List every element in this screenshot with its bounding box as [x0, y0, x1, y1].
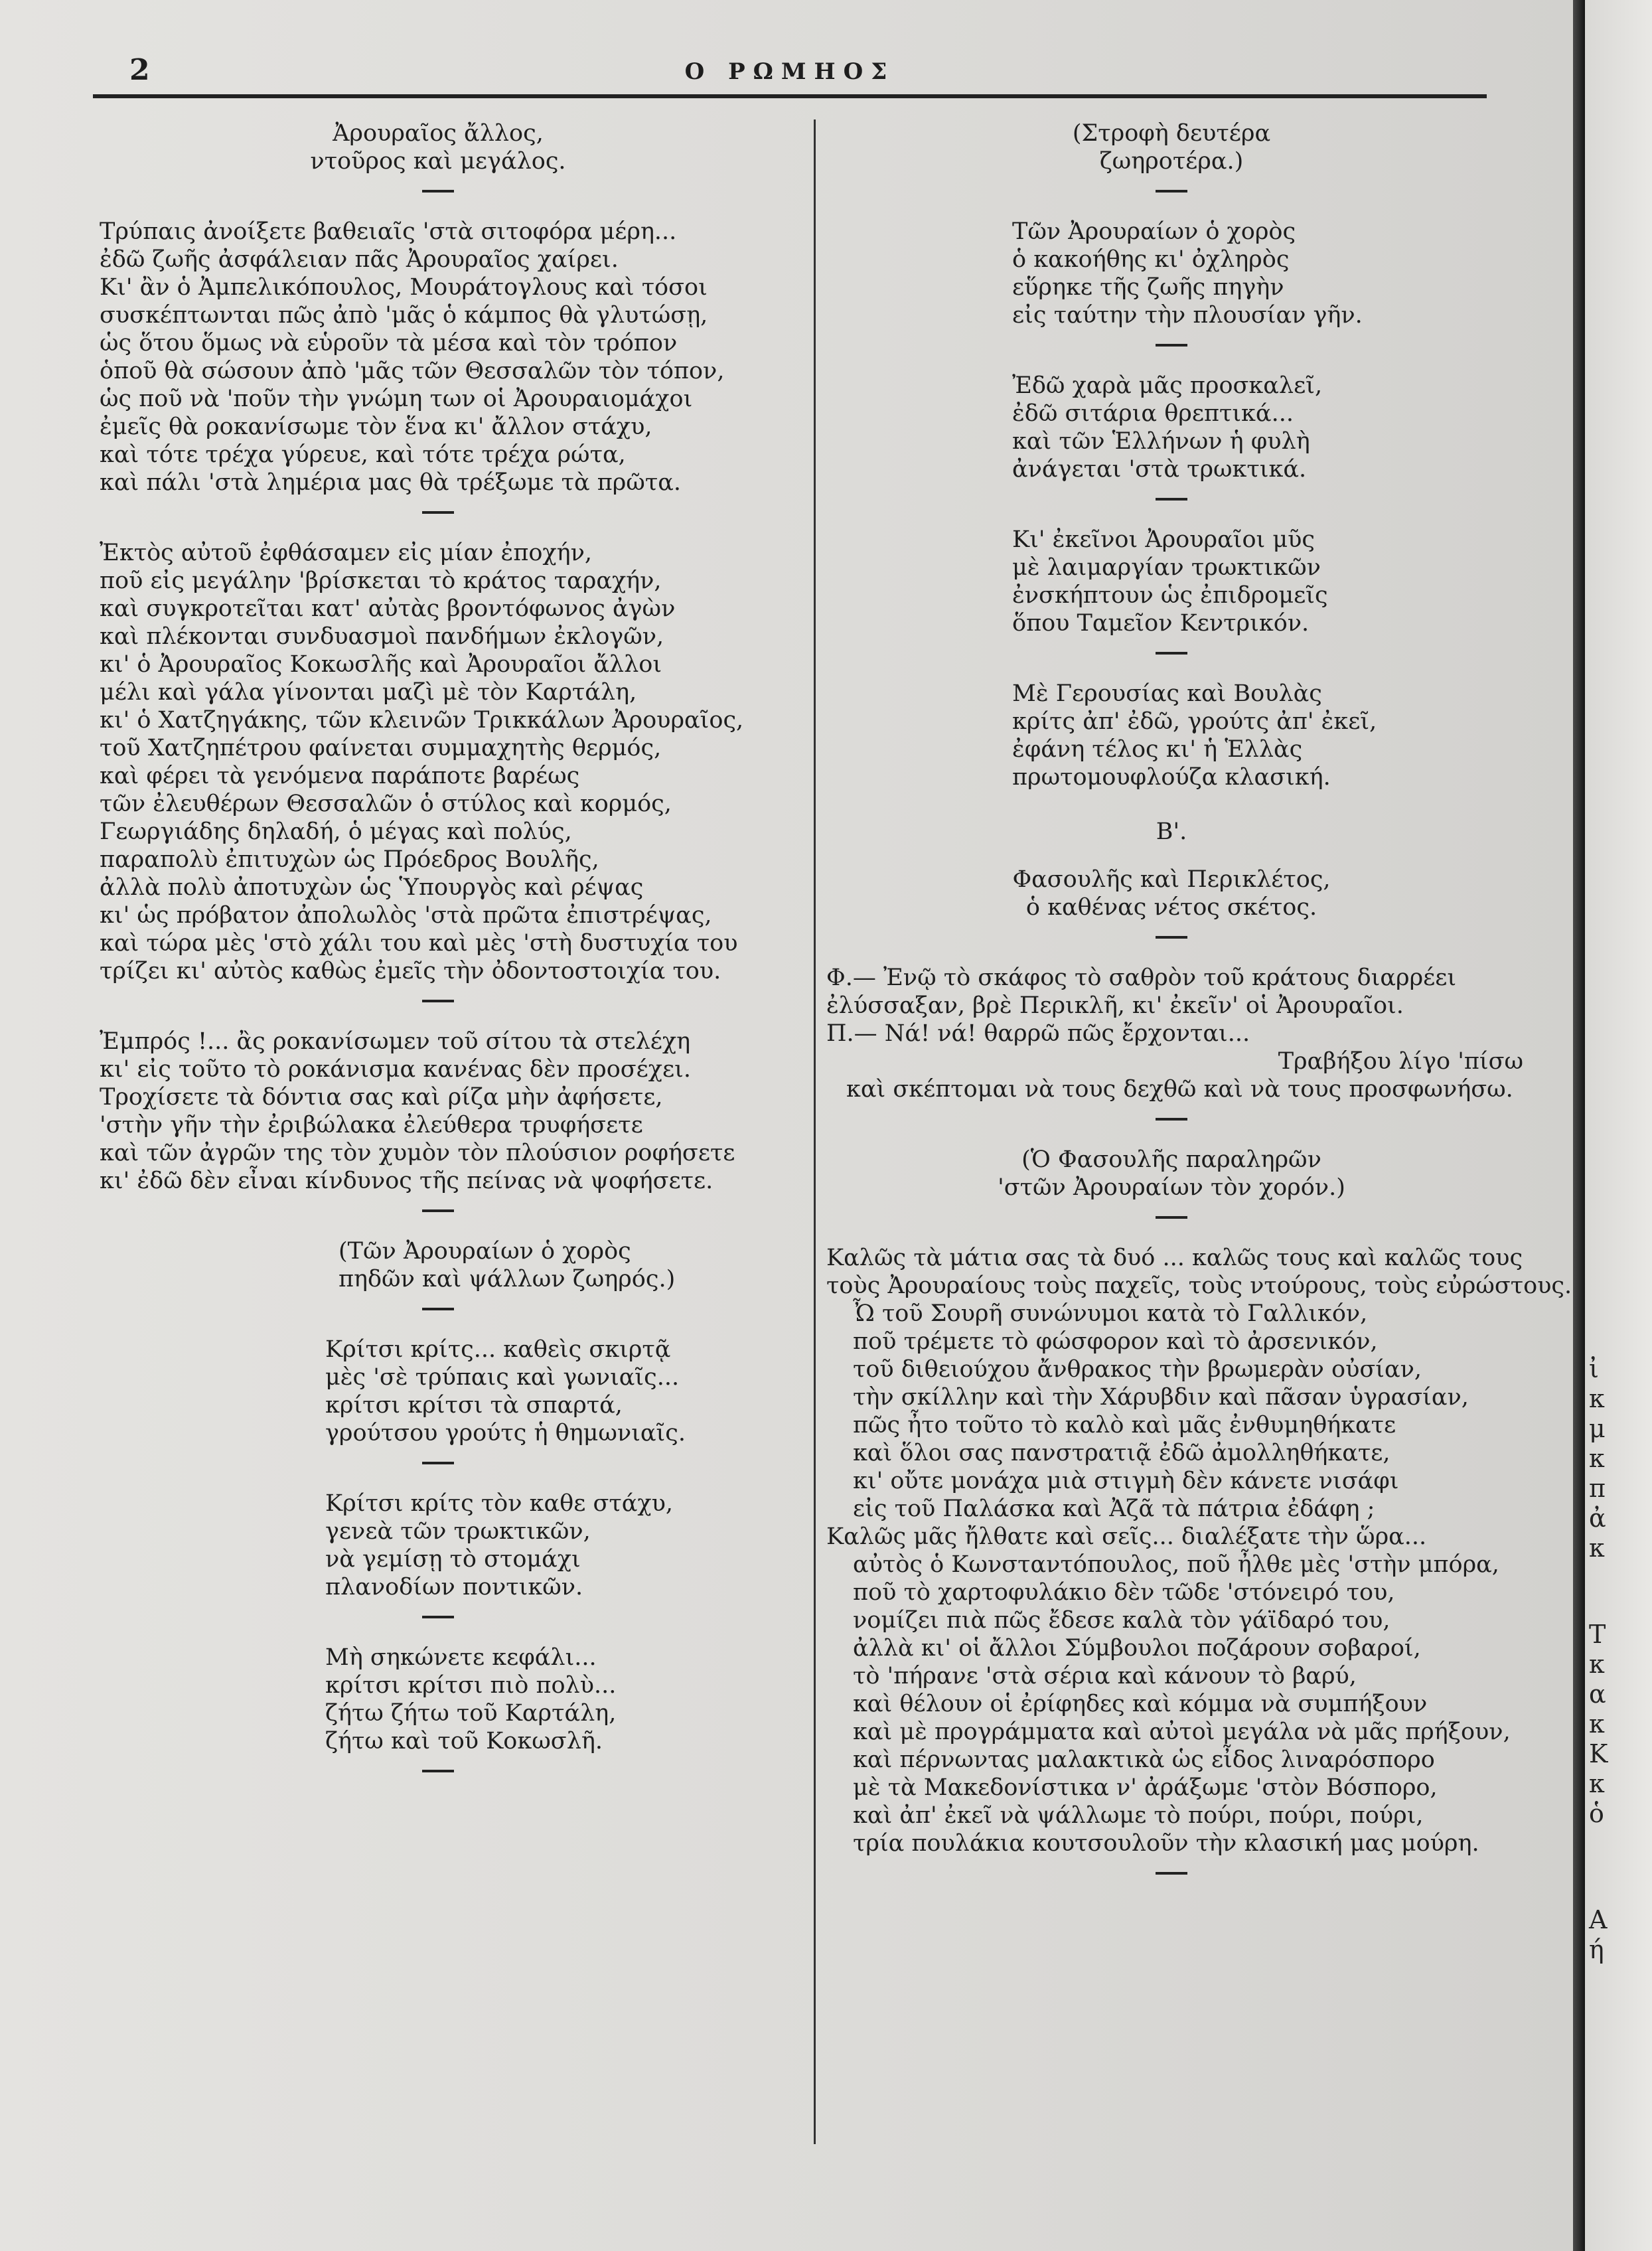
separator-dash	[1156, 652, 1187, 655]
separator-dash	[1156, 190, 1187, 193]
text-line: καὶ φέρει τὰ γενόμενα παράποτε βαρέως	[100, 763, 580, 789]
text-line: τῶν ἐλευθέρων Θεσσαλῶν ὁ στύλος καὶ κορμός,	[100, 791, 672, 817]
page-fragment: Κ	[1589, 1739, 1608, 1768]
verse-block	[820, 372, 1523, 483]
separator-dash	[1156, 498, 1187, 501]
section-number: Β'.	[1156, 818, 1187, 845]
text-line: ὁ καθένας νέτος σκέτος.	[1025, 894, 1317, 921]
text-line: ἀλλὰ πολὺ ἀποτυχὼν ὡς Ὑπουργὸς καὶ ρέψας	[100, 874, 644, 901]
text-line: ἀλλὰ κι' οἱ ἄλλοι Σύμβουλοι ποζάρουν σοβαροί,	[853, 1635, 1421, 1662]
text-line: τοῦ Χατζηπέτρου φαίνεται συμμαχητὴς θερμός,	[100, 735, 662, 761]
page-fragment: κ	[1589, 1650, 1605, 1679]
text-line: πῶς ἦτο τοῦτο τὸ καλὸ καὶ μᾶς ἐνθυμηθήκατε	[853, 1412, 1396, 1438]
verse-block	[820, 218, 1523, 329]
text-line: Ἀρουραῖος ἄλλος,	[333, 120, 544, 147]
page-fragment: κ	[1589, 1709, 1605, 1739]
text-line: Ὦ τοῦ Σουρῆ συνώνυμοι κατὰ τὸ Γαλλικόν,	[853, 1300, 1368, 1327]
text-line: Κι' ἂν ὁ Ἀμπελικόπουλος, Μουράτογλους καὶ τόσοι	[100, 274, 708, 301]
verse-block	[820, 680, 1523, 791]
text-line: καὶ πάλι 'στὰ λημέρια μας θὰ τρέξωμε τὰ πρῶτα.	[100, 469, 681, 496]
text-line: γρούτσου γρούτς ἡ θημωνιαῖς.	[325, 1420, 686, 1446]
text-line: Φ.— Ἐνῷ τὸ σκάφος τὸ σαθρὸν τοῦ κράτους διαρρέει	[826, 965, 1457, 991]
separator-dash	[422, 1770, 454, 1772]
text-line: καὶ τότε τρέχα γύρευε, καὶ τότε τρέχα ρώτα,	[100, 441, 626, 468]
text-line: κι' ὁ Χατζηγάκης, τῶν κλεινῶν Τρικκάλων Ἀρουραῖος,	[100, 707, 744, 734]
text-line: ἀνάγεται 'στὰ τρωκτικά.	[1012, 456, 1307, 483]
page-fragment: Α	[1589, 1905, 1608, 1934]
text-line: ἐμεῖς θὰ ροκανίσωμε τὸν ἕνα κι' ἄλλον στάχυ,	[100, 414, 652, 440]
page-fragment: κ	[1589, 1769, 1605, 1798]
text-line: ἐλύσσαξαν, βρὲ Περικλῆ, κι' ἐκεῖν' οἱ Ἀρουραῖοι.	[826, 992, 1404, 1019]
text-line: ἐδῶ σιτάρια θρεπτικά...	[1012, 400, 1294, 427]
text-line: τρίζει κι' αὐτὸς καθὼς ἐμεῖς τὴν ὀδοντοστοιχία του.	[100, 958, 721, 984]
text-line: 'στὴν γῆν τὴν ἐριβώλακα ἐλεύθερα τρυφήσετε	[100, 1112, 643, 1138]
page-fragment: κ	[1589, 1444, 1605, 1473]
stage-direction	[820, 119, 1523, 175]
separator-dash	[422, 511, 454, 514]
text-line: κρίτς ἀπ' ἐδῶ, γρούτς ἀπ' ἐκεῖ,	[1012, 708, 1377, 735]
separator-dash	[1156, 344, 1187, 347]
text-line: Τραβήξου λίγο 'πίσω	[1278, 1048, 1523, 1075]
text-line: (Ὁ Φασουλῆς παραληρῶν	[1021, 1146, 1321, 1173]
section-heading	[820, 818, 1523, 846]
text-line: ἐδῶ ζωῆς ἀσφάλειαν πᾶς Ἀρουραῖος χαίρει.	[100, 246, 619, 273]
page-fragment: α	[1589, 1679, 1606, 1709]
separator-dash	[1156, 1216, 1187, 1219]
left-column	[86, 113, 790, 1798]
text-line: καὶ ἀπ' ἐκεῖ νὰ ψάλλωμε τὸ πούρι, πούρι, πούρι,	[853, 1802, 1424, 1829]
verse-block	[820, 1244, 1572, 1857]
text-line: κι' εἰς τοῦτο τὸ ροκάνισμα κανένας δὲν προσέχει.	[100, 1056, 691, 1083]
text-line: ὡς ὅτου ὅμως νὰ εὑροῦν τὰ μέσα καὶ τὸν τρόπον	[100, 330, 678, 356]
text-line: ἐφάνη τέλος κι' ἡ Ἑλλὰς	[1012, 736, 1303, 763]
text-line: μέλι καὶ γάλα γίνονται μαζὶ μὲ τὸν Καρτάλη,	[100, 679, 637, 706]
text-line: 'στῶν Ἀρουραίων τὸν χορόν.)	[998, 1174, 1345, 1201]
text-line: ποῦ τὸ χαρτοφυλάκιο δὲν τῶδε 'στόνειρό του,	[853, 1579, 1395, 1606]
text-line: Π.— Νά! νά! θαρρῶ πῶς ἔρχονται...	[826, 1020, 1250, 1047]
page-fragment: ἰ	[1589, 1354, 1599, 1383]
text-line: Κρίτσι κρίτς... καθεὶς σκιρτᾷ	[325, 1336, 671, 1363]
text-line: (Στροφὴ δευτέρα	[1072, 120, 1271, 147]
text-line: Κι' ἐκεῖνοι Ἀρουραῖοι μῦς	[1012, 526, 1315, 553]
text-line: γενεὰ τῶν τρωκτικῶν,	[325, 1518, 591, 1545]
text-line: νὰ γεμίσῃ τὸ στομάχι	[325, 1546, 581, 1573]
text-line: ὅπου Ταμεῖον Κεντρικόν.	[1012, 610, 1310, 637]
text-line: τοὺς Ἀρουραίους τοὺς παχεῖς, τοὺς ντούρους, τοὺς εὐρώστους.	[826, 1273, 1572, 1299]
text-line: συσκέπτωνται πῶς ἀπὸ 'μᾶς ὁ κάμπος θὰ γλυτώσῃ,	[100, 302, 708, 329]
text-line: (Τῶν Ἀρουραίων ὁ χορὸς	[338, 1238, 631, 1265]
separator-dash	[1156, 1872, 1187, 1875]
text-line: Καλῶς τὰ μάτια σας τὰ δυό ... καλῶς τους καὶ καλῶς τους	[826, 1245, 1523, 1271]
newspaper-title: Ο ΡΩΜΗΟΣ	[684, 58, 895, 85]
verse-block	[820, 526, 1523, 637]
text-line: τὸ 'πήρανε 'στὰ σέρια καὶ κάνουν τὸ βαρύ,	[853, 1663, 1357, 1689]
text-line: Ἐκτὸς αὐτοῦ ἐφθάσαμεν εἰς μίαν ἐποχήν,	[100, 540, 592, 566]
text-line: παραπολὺ ἐπιτυχὼν ὡς Πρόεδρος Βουλῆς,	[100, 846, 599, 873]
text-line: ὁποῦ θὰ σώσουν ἀπὸ 'μᾶς τῶν Θεσσαλῶν τὸν τόπον,	[100, 358, 725, 384]
page-number: 2	[129, 53, 150, 87]
text-line: ντοῦρος καὶ μεγάλος.	[310, 148, 566, 175]
text-line: τρία πουλάκια κουτσουλοῦν τὴν κλασική μας μούρη.	[853, 1830, 1479, 1857]
text-line: καὶ τῶν Ἑλλήνων ἡ φυλὴ	[1012, 428, 1310, 455]
page-fragment: ἀ	[1589, 1504, 1606, 1533]
text-line: ὡς ποῦ νὰ 'ποῦν τὴν γνώμη των οἱ Ἀρουραιομάχοι	[100, 386, 693, 412]
text-line: καὶ τώρα μὲς 'στὸ χάλι του καὶ μὲς 'στὴ δυστυχία του	[100, 930, 738, 957]
text-line: ἐνσκήπτουν ὡς ἐπιδρομεῖς	[1012, 582, 1328, 609]
header-rule	[93, 94, 1487, 98]
text-line: καὶ μὲ προγράμματα καὶ αὐτοὶ μεγάλα νὰ μᾶς πρήξουν,	[853, 1719, 1511, 1745]
text-line: κι' οὔτε μονάχα μιὰ στιγμὴ δὲν κάνετε νισάφι	[853, 1468, 1399, 1494]
adjacent-page-edge	[1585, 0, 1652, 2251]
text-line: καὶ τῶν ἀγρῶν της τὸν χυμὸν τὸν πλούσιον ροφήσετε	[100, 1140, 735, 1166]
text-line: πηδῶν καὶ ψάλλων ζωηρός.)	[338, 1266, 676, 1292]
page-header	[93, 46, 1487, 93]
page-fragment: π	[1589, 1474, 1606, 1503]
page-fragment: ή	[1589, 1935, 1604, 1964]
text-line: τοῦ διθειούχου ἄνθρακος τὴν βρωμερὰν οὐσίαν,	[853, 1356, 1422, 1383]
text-line: κι' ἐδῶ δὲν εἶναι κίνδυνος τῆς πείνας νὰ ψοφήσετε.	[100, 1168, 713, 1194]
text-line: μὲ τὰ Μακεδονίστικα ν' ἀράξωμε 'στὸν Βόσπορο,	[853, 1774, 1438, 1801]
text-line: Μὴ σηκώνετε κεφάλι...	[325, 1644, 597, 1671]
verse-block	[86, 1644, 790, 1755]
stage-direction	[86, 1237, 790, 1293]
column-divider	[814, 119, 816, 2144]
text-line: Τροχίσετε τὰ δόντια σας καὶ ρίζα μὴν ἀφήσετε,	[100, 1084, 663, 1111]
separator-dash	[1156, 1118, 1187, 1121]
page-fragment: Τ	[1589, 1620, 1606, 1649]
text-line: ζήτω ζήτω τοῦ Καρτάλη,	[325, 1700, 617, 1727]
right-column	[820, 113, 1572, 1900]
verse-block	[86, 1336, 790, 1447]
text-line: καὶ σκέπτομαι νὰ τους δεχθῶ καὶ νὰ τους προσφωνήσω.	[846, 1076, 1513, 1103]
text-line: ζήτω καὶ τοῦ Κοκωσλῆ.	[325, 1728, 603, 1754]
page-fragment: ὁ	[1589, 1799, 1604, 1828]
text-line: κρίτσι κρίτσι τὰ σπαρτά,	[325, 1392, 623, 1419]
text-line: Μὲ Γερουσίας καὶ Βουλὰς	[1012, 680, 1322, 707]
text-line: πλανοδίων ποντικῶν.	[325, 1574, 583, 1600]
text-line: ζωηροτέρα.)	[1099, 148, 1244, 175]
separator-dash	[422, 1462, 454, 1464]
separator-dash	[422, 190, 454, 193]
separator-dash	[422, 1616, 454, 1618]
text-line: ποῦ εἰς μεγάλην 'βρίσκεται τὸ κράτος ταραχήν,	[100, 568, 662, 594]
text-line: εὕρηκε τῆς ζωῆς πηγὴν	[1012, 274, 1284, 301]
separator-dash	[1156, 936, 1187, 939]
verse-block	[86, 218, 790, 497]
text-line: νομίζει πιὰ πῶς ἔδεσε καλὰ τὸν γάϊδαρό του,	[853, 1607, 1390, 1634]
text-line: Τῶν Ἀρουραίων ὁ χορὸς	[1012, 218, 1296, 245]
text-line: Φασουλῆς καὶ Περικλέτος,	[1012, 866, 1331, 893]
text-line: κρίτσι κρίτσι πιὸ πολὺ...	[325, 1672, 617, 1699]
text-line: μὲ λαιμαργίαν τρωκτικῶν	[1012, 554, 1321, 581]
text-line: Γεωργιάδης δηλαδή, ὁ μέγας καὶ πολύς,	[100, 818, 572, 845]
separator-dash	[422, 1308, 454, 1310]
text-line: καὶ συγκροτεῖται κατ' αὐτὰς βροντόφωνος ἀγὼν	[100, 595, 676, 622]
verse-block	[86, 1028, 790, 1195]
text-line: εἰς ταύτην τὴν πλουσίαν γῆν.	[1012, 302, 1363, 329]
text-line: καὶ θέλουν οἱ ἐρίφηδες καὶ κόμμα νὰ συμπήξουν	[853, 1691, 1428, 1717]
text-line: Ἐμπρός !... ἂς ροκανίσωμεν τοῦ σίτου τὰ στελέχη	[100, 1028, 691, 1055]
text-line: καὶ πέρνωντας μαλακτικὰ ὡς εἶδος λιναρόσπορο	[853, 1746, 1435, 1773]
text-line: κι' ὁ Ἀρουραῖος Κοκωσλῆς καὶ Ἀρουραῖοι ἄλλοι	[100, 651, 662, 678]
text-line: Κρίτσι κρίτς τὸν καθε στάχυ,	[325, 1490, 673, 1517]
text-line: Τρύπαις ἀνοίξετε βαθειαῖς 'στὰ σιτοφόρα μέρη...	[100, 218, 677, 245]
text-line: πρωτομουφλούζα κλασική.	[1012, 764, 1331, 791]
text-line: καὶ ὅλοι σας πανστρατιᾷ ἐδῶ ἀμολληθήκατε,	[853, 1440, 1390, 1466]
separator-dash	[422, 1000, 454, 1002]
text-line: εἰς τοῦ Παλάσκα καὶ Ἀζᾶ τὰ πάτρια ἐδάφη ;	[853, 1496, 1375, 1522]
text-line: κι' ὡς πρόβατον ἀπολωλὸς 'στὰ πρῶτα ἐπιστρέψας,	[100, 902, 712, 929]
stage-direction	[820, 1146, 1523, 1202]
text-line: τὴν σκίλλην καὶ τὴν Χάρυβδιν καὶ πᾶσαν ὑγρασίαν,	[853, 1384, 1469, 1411]
text-line: καὶ πλέκονται συνδυασμοὶ πανδήμων ἐκλογῶν,	[100, 623, 664, 650]
text-line: μὲς 'σὲ τρύπαις καὶ γωνιαῖς...	[325, 1364, 680, 1391]
page-fragment: κ	[1589, 1533, 1605, 1563]
character-list	[820, 866, 1523, 921]
page-fragment: κ	[1589, 1384, 1605, 1413]
page-fragment: μ	[1589, 1414, 1606, 1443]
separator-dash	[422, 1209, 454, 1212]
verse-block	[86, 1490, 790, 1601]
text-line: αὐτὸς ὁ Κωνσταντόπουλος, ποῦ ἦλθε μὲς 'στὴν μπόρα,	[853, 1551, 1499, 1578]
dialogue-block	[820, 964, 1523, 1103]
verse-block	[86, 539, 790, 985]
verse-block	[86, 119, 790, 175]
page-fold-shadow	[1573, 0, 1585, 2251]
text-line: ὁ κακοήθης κι' ὀχληρὸς	[1012, 246, 1290, 273]
text-line: ποῦ τρέμετε τὸ φώσφορον καὶ τὸ ἀρσενικόν,	[853, 1328, 1378, 1355]
text-line: Ἐδῶ χαρὰ μᾶς προσκαλεῖ,	[1012, 372, 1323, 399]
text-line: Καλῶς μᾶς ἤλθατε καὶ σεῖς... διαλέξατε τὴν ὥρα...	[826, 1523, 1427, 1550]
